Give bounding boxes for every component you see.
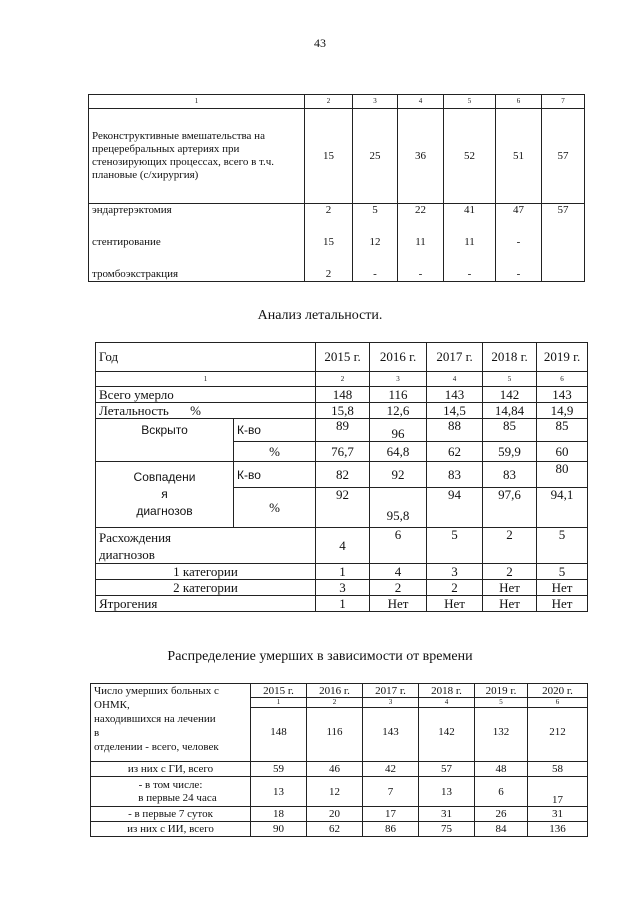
cell: 148 <box>270 726 287 738</box>
cell: 41 <box>444 204 496 229</box>
row-label <box>91 698 251 762</box>
cell: Нет <box>483 580 537 596</box>
cell: 143 <box>537 387 588 403</box>
first24-label-1: - в том числе: <box>138 778 203 791</box>
row-label: стентирование <box>89 229 305 256</box>
cell-group <box>363 698 419 762</box>
diag-match-label-1: Совпадени <box>133 470 196 484</box>
cell-group <box>251 698 307 762</box>
sub-label: % <box>234 488 316 528</box>
cell: 17 <box>363 807 419 822</box>
header-num: 6 <box>537 372 588 387</box>
cell: 14,84 <box>483 403 537 419</box>
cell: 15,8 <box>316 403 370 419</box>
cell: 83 <box>483 462 537 488</box>
header-num: 3 <box>370 372 427 387</box>
total-label-3: в <box>94 726 100 739</box>
cell: 2 <box>483 528 537 564</box>
mismatch-label-1: Расхождения <box>99 529 172 545</box>
header-num: 5 <box>444 95 496 109</box>
cell: 3 <box>427 564 483 580</box>
year-header: 2018 г. <box>483 343 537 372</box>
cell: 88 <box>427 419 483 442</box>
cell: 62 <box>427 442 483 462</box>
cell: 62 <box>307 822 363 837</box>
table-row <box>96 403 588 419</box>
year-label: Год <box>96 343 316 372</box>
cell: 31 <box>419 807 475 822</box>
header-num: 2 <box>305 95 353 109</box>
row-label <box>96 403 316 419</box>
table-row <box>96 462 588 488</box>
cell: 5 <box>353 204 398 229</box>
row-label: Реконструктивные вмешательства на прецеребральных артериях при стенозирующих процессах, всего в т.ч. плановые (с/хирургия) <box>89 109 305 204</box>
cell: 132 <box>492 726 510 738</box>
cell: 15 <box>305 109 353 204</box>
sub-label: % <box>234 442 316 462</box>
cell: 57 <box>419 762 475 777</box>
header-num: 3 <box>363 698 418 708</box>
header-num: 1 <box>96 372 316 387</box>
cell: 86 <box>363 822 419 837</box>
cell: 2 <box>483 564 537 580</box>
cell: 12,6 <box>370 403 427 419</box>
cell-group <box>307 698 363 762</box>
year-header: 2016 г. <box>307 684 363 698</box>
header-num: 4 <box>398 95 444 109</box>
year-header: 2016 г. <box>370 343 427 372</box>
mortality-heading: Анализ летальности. <box>257 308 383 323</box>
cell: 22 <box>398 204 444 229</box>
year-header: 2017 г. <box>427 343 483 372</box>
cell: 85 <box>483 419 537 442</box>
row-label: Ятрогения <box>96 596 316 612</box>
cell: 4 <box>316 528 370 564</box>
year-header: 2019 г. <box>537 343 588 372</box>
cell: 2 <box>305 256 353 282</box>
row-label: 2 категории <box>96 580 316 596</box>
cell: 25 <box>353 109 398 204</box>
cell: 94,1 <box>537 488 588 528</box>
table-row <box>89 204 585 229</box>
year-header: 2018 г. <box>419 684 475 698</box>
cell: 5 <box>427 528 483 564</box>
cell: 12 <box>307 777 363 807</box>
cell: 90 <box>251 822 307 837</box>
page-number: 43 <box>314 36 326 50</box>
cell: 76,7 <box>316 442 370 462</box>
year-header: 2015 г. <box>316 343 370 372</box>
cell: 46 <box>307 762 363 777</box>
year-header: 2019 г. <box>475 684 528 698</box>
table-row <box>89 256 585 282</box>
cell: 80 <box>537 462 588 488</box>
row-label: эндартерэктомия <box>89 204 305 229</box>
total-label-4: отделении - всего, человек <box>94 740 219 753</box>
cell: 1 <box>316 596 370 612</box>
cell: 82 <box>316 462 370 488</box>
time-distribution-heading: Распределение умерших в зависимости от времени <box>167 649 473 664</box>
header-num: 2 <box>307 698 362 708</box>
cell: 59,9 <box>483 442 537 462</box>
year-header: 2020 г. <box>528 684 588 698</box>
mortality-table <box>95 342 588 612</box>
diag-match-label-3: диагнозов <box>136 504 193 518</box>
cell <box>542 256 585 282</box>
table-header <box>91 684 588 698</box>
table-row <box>96 580 588 596</box>
table-row <box>96 596 588 612</box>
cell: 14,5 <box>427 403 483 419</box>
header-num: 3 <box>353 95 398 109</box>
cell: 2 <box>427 580 483 596</box>
header-label: Число умерших больных с <box>91 684 251 698</box>
total-label-2: находившихся на лечении <box>94 712 216 725</box>
cell: 83 <box>427 462 483 488</box>
table-row <box>91 698 588 762</box>
cell: 52 <box>444 109 496 204</box>
header-num: 4 <box>427 372 483 387</box>
operations-table <box>88 94 585 282</box>
header-num: 5 <box>483 372 537 387</box>
cell: 95,8 <box>370 488 427 528</box>
sub-label: К-во <box>234 462 316 488</box>
table-row <box>89 229 585 256</box>
cell: 75 <box>419 822 475 837</box>
cell: 42 <box>363 762 419 777</box>
cell: 48 <box>475 762 528 777</box>
cell: 97,6 <box>483 488 537 528</box>
cell: 13 <box>419 777 475 807</box>
cell: 14,9 <box>537 403 588 419</box>
cell: 17 <box>528 777 588 807</box>
first24-label-2: в первые 24 часа <box>138 791 217 804</box>
row-label <box>91 777 251 807</box>
mismatch-label-2: диагнозов <box>99 546 155 562</box>
cell: 36 <box>398 109 444 204</box>
row-label: 1 категории <box>96 564 316 580</box>
row-label <box>96 528 316 564</box>
cell: Нет <box>537 596 588 612</box>
row-label <box>96 462 234 528</box>
cell: 31 <box>528 807 588 822</box>
header-num: 6 <box>496 95 542 109</box>
cell: 12 <box>353 229 398 256</box>
cell: 2 <box>370 580 427 596</box>
cell: Нет <box>427 596 483 612</box>
header-num: 5 <box>475 698 527 708</box>
header-num: 6 <box>528 698 587 708</box>
cell: 60 <box>537 442 588 462</box>
table-header-numbers <box>89 95 585 109</box>
cell: 143 <box>382 726 399 738</box>
cell: 11 <box>444 229 496 256</box>
table-row <box>96 387 588 403</box>
cell: - <box>444 256 496 282</box>
cell: 2 <box>305 204 353 229</box>
lethality-label: Летальность <box>99 402 169 418</box>
cell: 1 <box>316 564 370 580</box>
row-label: из них с ИИ, всего <box>91 822 251 837</box>
cell-group <box>528 698 588 762</box>
row-label: Вскрыто <box>96 419 234 462</box>
cell: 15 <box>305 229 353 256</box>
lethality-unit: % <box>190 402 201 418</box>
cell: - <box>496 229 542 256</box>
cell: 7 <box>363 777 419 807</box>
cell: - <box>496 256 542 282</box>
table-row <box>89 109 585 204</box>
row-label: тромбоэкстракция <box>89 256 305 282</box>
cell: 92 <box>316 488 370 528</box>
cell: 84 <box>475 822 528 837</box>
cell: 4 <box>370 564 427 580</box>
cell: 5 <box>537 564 588 580</box>
cell: 20 <box>307 807 363 822</box>
cell-group <box>419 698 475 762</box>
total-label-1: ОНМК, <box>94 698 130 711</box>
cell: 89 <box>316 419 370 442</box>
cell: 51 <box>496 109 542 204</box>
cell: 116 <box>370 387 427 403</box>
cell: 148 <box>316 387 370 403</box>
table-row <box>91 762 588 777</box>
cell: 116 <box>326 726 343 738</box>
cell: 142 <box>438 726 455 738</box>
table-row <box>96 528 588 564</box>
sub-label: К-во <box>234 419 316 442</box>
table-row <box>91 777 588 807</box>
cell: 59 <box>251 762 307 777</box>
row-label: из них с ГИ, всего <box>91 762 251 777</box>
cell: 3 <box>316 580 370 596</box>
cell: 26 <box>475 807 528 822</box>
cell: 143 <box>427 387 483 403</box>
cell: 212 <box>549 726 566 738</box>
table-row <box>96 564 588 580</box>
cell: 57 <box>542 204 585 229</box>
cell: 18 <box>251 807 307 822</box>
cell: 96 <box>370 419 427 442</box>
header-num: 1 <box>89 95 305 109</box>
year-header: 2017 г. <box>363 684 419 698</box>
row-label: Всего умерло <box>96 387 316 403</box>
cell: 47 <box>496 204 542 229</box>
cell: 6 <box>370 528 427 564</box>
cell: Нет <box>537 580 588 596</box>
diag-match-label-2: я <box>161 487 168 501</box>
cell: - <box>398 256 444 282</box>
cell: 13 <box>251 777 307 807</box>
table-header-numbers <box>96 372 588 387</box>
header-num: 4 <box>419 698 474 708</box>
cell: 6 <box>475 777 528 807</box>
time-distribution-table <box>90 683 588 837</box>
header-num: 7 <box>542 95 585 109</box>
table-row <box>96 419 588 442</box>
cell: 142 <box>483 387 537 403</box>
cell: Нет <box>483 596 537 612</box>
cell: 57 <box>542 109 585 204</box>
cell: 64,8 <box>370 442 427 462</box>
cell: 11 <box>398 229 444 256</box>
cell: 92 <box>370 462 427 488</box>
cell: Нет <box>370 596 427 612</box>
header-num: 2 <box>316 372 370 387</box>
cell: 85 <box>537 419 588 442</box>
table-row <box>91 807 588 822</box>
table-row <box>91 822 588 837</box>
cell <box>542 229 585 256</box>
cell: 58 <box>528 762 588 777</box>
header-num: 1 <box>251 698 306 708</box>
year-header: 2015 г. <box>251 684 307 698</box>
cell: - <box>353 256 398 282</box>
cell: 5 <box>537 528 588 564</box>
cell-group <box>475 698 528 762</box>
table-header <box>96 343 588 372</box>
cell: 94 <box>427 488 483 528</box>
cell: 136 <box>528 822 588 837</box>
row-label: - в первые 7 суток <box>91 807 251 822</box>
